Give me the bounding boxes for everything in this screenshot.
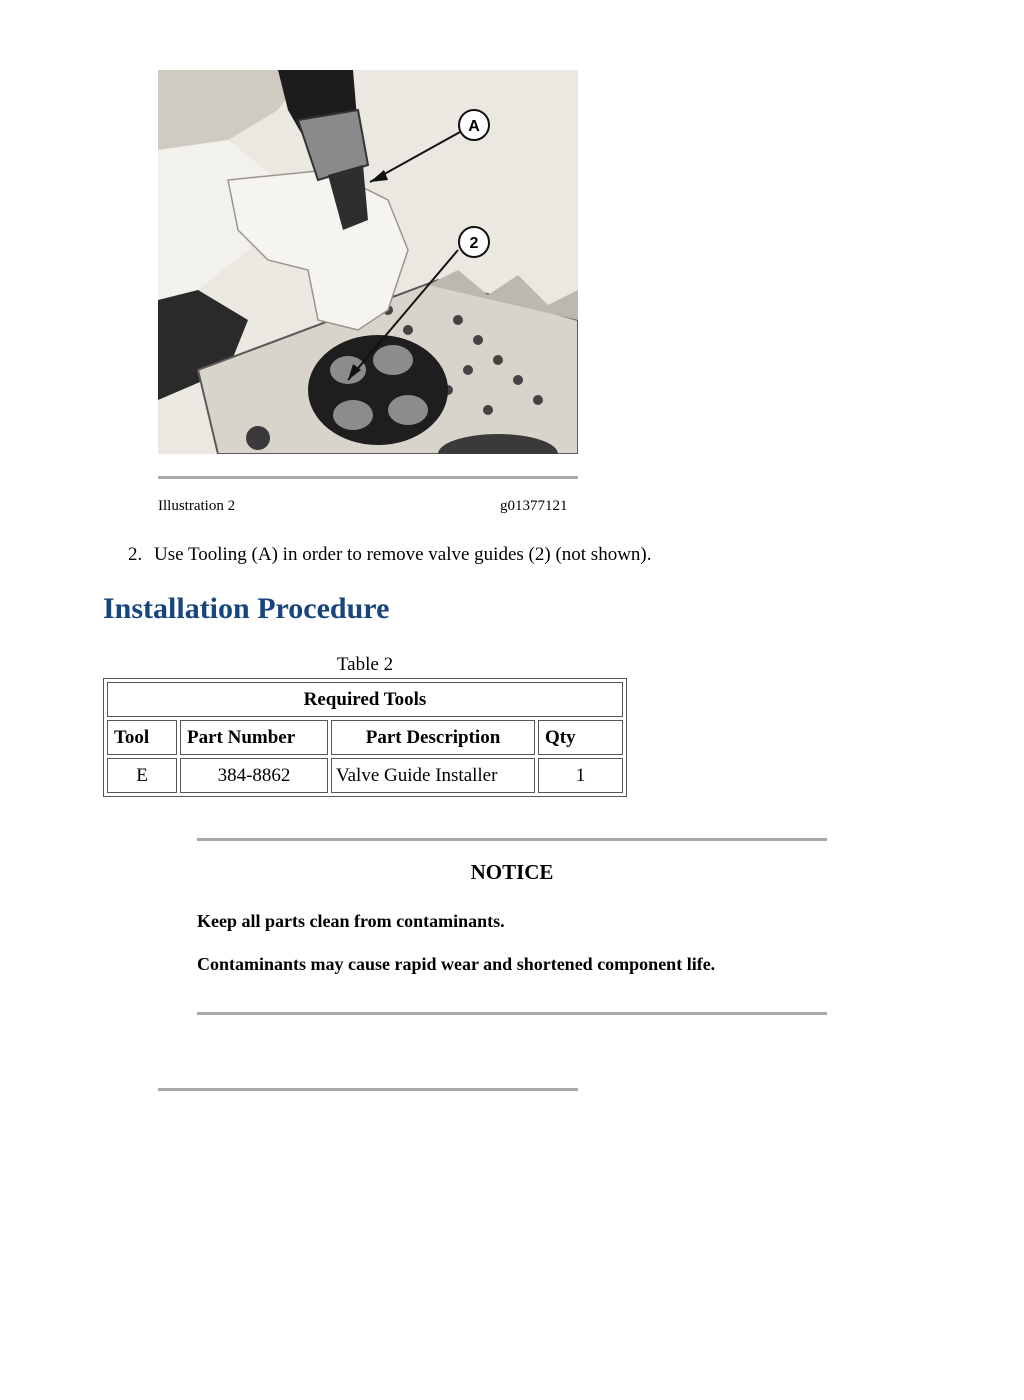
illustration-divider [158,476,578,479]
table-title-row [107,682,623,717]
step-number: 2. [128,544,143,565]
section-heading: Installation Procedure [103,592,390,625]
table-header-row [107,720,623,755]
valve-guide-removal-photo [158,70,578,454]
notice-top-divider [197,838,827,841]
notice-title: NOTICE [470,860,554,884]
callout-2-label: 2 [469,235,479,252]
cell-tool: E [107,758,177,793]
callout-a-label: A [468,118,480,135]
notice-bottom-divider [197,1012,827,1015]
table-row [107,758,623,793]
table-title: Required Tools [107,682,623,717]
required-tools-table [103,678,627,797]
table-caption: Table 2 [336,654,394,675]
header-part-description: Part Description [331,720,535,755]
notice-line: Keep all parts clean from contaminants. [197,911,505,931]
notice-line: Contaminants may cause rapid wear and shortened component life. [197,954,716,974]
header-part-number: Part Number [180,720,328,755]
page-bottom-divider [158,1088,578,1091]
header-qty: Qty [538,720,623,755]
header-tool: Tool [107,720,177,755]
notice-box [197,838,827,1015]
step-2 [128,544,652,566]
illustration-caption-id: g01377121 [500,498,568,514]
illustration-photo [158,70,578,454]
cell-part-description: Valve Guide Installer [331,758,535,793]
cell-qty: 1 [538,758,623,793]
step-text: Use Tooling (A) in order to remove valve guides (2) (not shown). [154,544,652,565]
illustration-caption-label: Illustration 2 [158,498,236,514]
cell-part-number: 384-8862 [180,758,328,793]
